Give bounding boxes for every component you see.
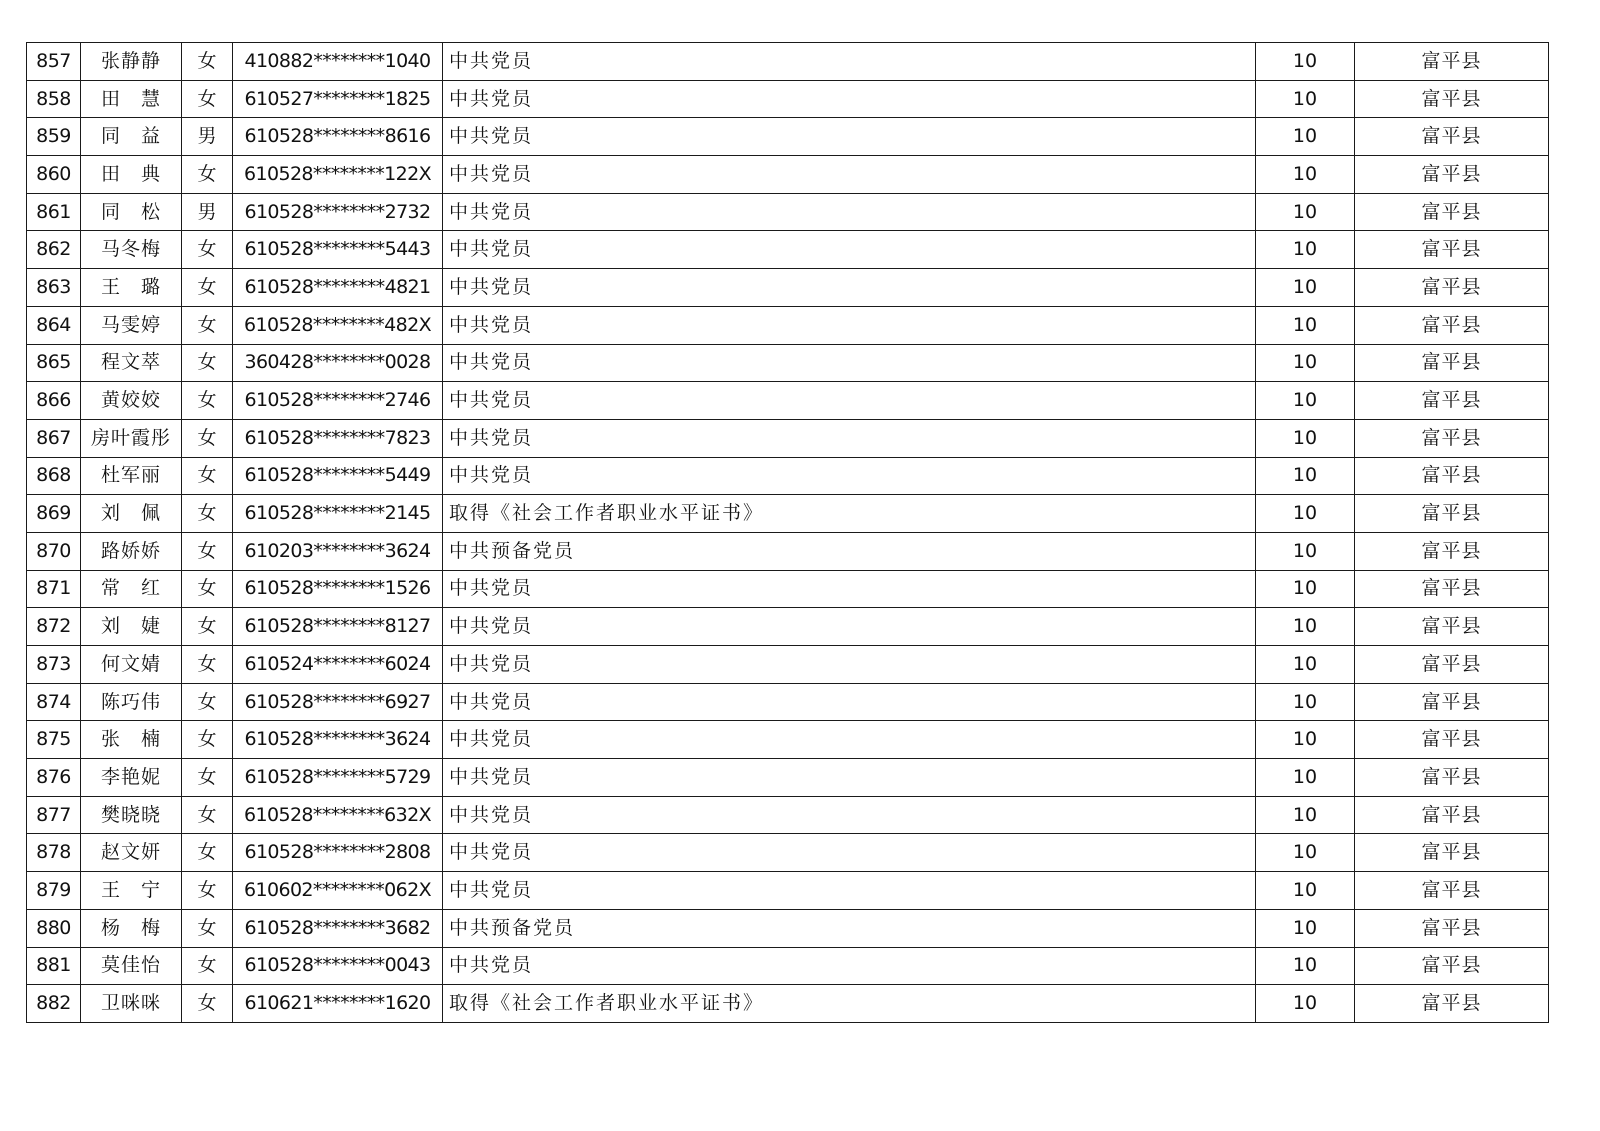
cell-qualification: 中共预备党员: [443, 909, 1256, 947]
cell-qualification: 中共党员: [443, 419, 1256, 457]
cell-id-number: 610528********3682: [233, 909, 443, 947]
cell-gender: 女: [182, 796, 233, 834]
cell-name: 陈巧伟: [81, 683, 182, 721]
cell-county: 富平县: [1355, 721, 1549, 759]
cell-gender: 女: [182, 608, 233, 646]
cell-gender: 女: [182, 683, 233, 721]
cell-qualification: 中共党员: [443, 306, 1256, 344]
cell-qualification: 中共党员: [443, 947, 1256, 985]
cell-gender: 女: [182, 382, 233, 420]
table-row: [27, 269, 1549, 307]
cell-score: 10: [1256, 306, 1355, 344]
cell-number: 858: [27, 80, 81, 118]
cell-county: 富平县: [1355, 570, 1549, 608]
cell-score: 10: [1256, 608, 1355, 646]
cell-qualification: 中共党员: [443, 834, 1256, 872]
cell-score: 10: [1256, 570, 1355, 608]
cell-qualification: 中共党员: [443, 570, 1256, 608]
cell-county: 富平县: [1355, 419, 1549, 457]
cell-qualification: 中共党员: [443, 156, 1256, 194]
cell-score: 10: [1256, 382, 1355, 420]
cell-name: 王 璐: [81, 269, 182, 307]
table-row: [27, 156, 1549, 194]
cell-score: 10: [1256, 231, 1355, 269]
cell-score: 10: [1256, 193, 1355, 231]
cell-county: 富平县: [1355, 43, 1549, 81]
cell-number: 861: [27, 193, 81, 231]
cell-county: 富平县: [1355, 495, 1549, 533]
cell-qualification: 中共党员: [443, 118, 1256, 156]
cell-gender: 女: [182, 834, 233, 872]
cell-name: 卫咪咪: [81, 985, 182, 1023]
table-row: [27, 457, 1549, 495]
cell-county: 富平县: [1355, 608, 1549, 646]
cell-id-number: 610528********0043: [233, 947, 443, 985]
cell-name: 常 红: [81, 570, 182, 608]
cell-county: 富平县: [1355, 872, 1549, 910]
cell-gender: 女: [182, 646, 233, 684]
cell-name: 张 楠: [81, 721, 182, 759]
cell-score: 10: [1256, 269, 1355, 307]
cell-id-number: 610528********2808: [233, 834, 443, 872]
cell-name: 同 松: [81, 193, 182, 231]
cell-qualification: 中共党员: [443, 382, 1256, 420]
cell-name: 黄姣姣: [81, 382, 182, 420]
cell-score: 10: [1256, 985, 1355, 1023]
cell-id-number: 610528********1526: [233, 570, 443, 608]
cell-score: 10: [1256, 646, 1355, 684]
cell-gender: 女: [182, 156, 233, 194]
cell-id-number: 610602********062X: [233, 872, 443, 910]
table-row: [27, 344, 1549, 382]
cell-gender: 女: [182, 43, 233, 81]
table-row: [27, 909, 1549, 947]
cell-id-number: 610528********8127: [233, 608, 443, 646]
cell-gender: 男: [182, 118, 233, 156]
cell-score: 10: [1256, 532, 1355, 570]
cell-number: 874: [27, 683, 81, 721]
cell-score: 10: [1256, 721, 1355, 759]
cell-number: 882: [27, 985, 81, 1023]
cell-number: 862: [27, 231, 81, 269]
cell-county: 富平县: [1355, 344, 1549, 382]
cell-id-number: 410882********1040: [233, 43, 443, 81]
cell-gender: 女: [182, 721, 233, 759]
cell-id-number: 610524********6024: [233, 646, 443, 684]
cell-id-number: 360428********0028: [233, 344, 443, 382]
table-row: [27, 721, 1549, 759]
cell-qualification: 中共党员: [443, 193, 1256, 231]
cell-number: 879: [27, 872, 81, 910]
cell-county: 富平县: [1355, 759, 1549, 797]
roster-table: [26, 42, 1549, 1023]
cell-county: 富平县: [1355, 532, 1549, 570]
cell-number: 878: [27, 834, 81, 872]
cell-qualification: 中共党员: [443, 269, 1256, 307]
cell-score: 10: [1256, 419, 1355, 457]
cell-name: 张静静: [81, 43, 182, 81]
cell-score: 10: [1256, 683, 1355, 721]
cell-number: 876: [27, 759, 81, 797]
cell-name: 房叶霞彤: [81, 419, 182, 457]
cell-number: 872: [27, 608, 81, 646]
cell-county: 富平县: [1355, 80, 1549, 118]
cell-gender: 女: [182, 269, 233, 307]
cell-name: 王 宁: [81, 872, 182, 910]
cell-gender: 女: [182, 532, 233, 570]
table-row: [27, 570, 1549, 608]
cell-name: 杨 梅: [81, 909, 182, 947]
cell-name: 莫佳怡: [81, 947, 182, 985]
cell-number: 869: [27, 495, 81, 533]
cell-gender: 女: [182, 985, 233, 1023]
cell-score: 10: [1256, 947, 1355, 985]
cell-id-number: 610528********5443: [233, 231, 443, 269]
cell-id-number: 610528********2145: [233, 495, 443, 533]
cell-name: 李艳妮: [81, 759, 182, 797]
cell-number: 864: [27, 306, 81, 344]
table-row: [27, 985, 1549, 1023]
cell-number: 875: [27, 721, 81, 759]
table-row: [27, 646, 1549, 684]
table-row: [27, 759, 1549, 797]
cell-name: 田 典: [81, 156, 182, 194]
cell-gender: 女: [182, 344, 233, 382]
cell-score: 10: [1256, 759, 1355, 797]
table-row: [27, 495, 1549, 533]
cell-county: 富平县: [1355, 306, 1549, 344]
cell-name: 赵文妍: [81, 834, 182, 872]
cell-qualification: 中共党员: [443, 683, 1256, 721]
cell-number: 877: [27, 796, 81, 834]
cell-number: 868: [27, 457, 81, 495]
cell-county: 富平县: [1355, 269, 1549, 307]
cell-county: 富平县: [1355, 834, 1549, 872]
cell-score: 10: [1256, 118, 1355, 156]
table-row: [27, 193, 1549, 231]
table-row: [27, 419, 1549, 457]
cell-score: 10: [1256, 872, 1355, 910]
cell-id-number: 610528********2732: [233, 193, 443, 231]
cell-id-number: 610528********7823: [233, 419, 443, 457]
cell-name: 马冬梅: [81, 231, 182, 269]
cell-number: 873: [27, 646, 81, 684]
cell-county: 富平县: [1355, 909, 1549, 947]
cell-score: 10: [1256, 156, 1355, 194]
cell-number: 866: [27, 382, 81, 420]
cell-id-number: 610528********2746: [233, 382, 443, 420]
cell-gender: 女: [182, 872, 233, 910]
cell-gender: 女: [182, 759, 233, 797]
cell-qualification: 取得《社会工作者职业水平证书》: [443, 985, 1256, 1023]
cell-county: 富平县: [1355, 231, 1549, 269]
cell-county: 富平县: [1355, 118, 1549, 156]
cell-qualification: 中共党员: [443, 721, 1256, 759]
cell-number: 859: [27, 118, 81, 156]
cell-id-number: 610528********3624: [233, 721, 443, 759]
cell-name: 刘 婕: [81, 608, 182, 646]
cell-gender: 男: [182, 193, 233, 231]
cell-county: 富平县: [1355, 683, 1549, 721]
table-row: [27, 382, 1549, 420]
table-row: [27, 532, 1549, 570]
cell-name: 程文萃: [81, 344, 182, 382]
cell-score: 10: [1256, 43, 1355, 81]
cell-name: 田 慧: [81, 80, 182, 118]
cell-county: 富平县: [1355, 796, 1549, 834]
cell-id-number: 610528********5449: [233, 457, 443, 495]
cell-qualification: 中共党员: [443, 759, 1256, 797]
cell-qualification: 中共党员: [443, 231, 1256, 269]
cell-number: 867: [27, 419, 81, 457]
cell-gender: 女: [182, 570, 233, 608]
table-row: [27, 608, 1549, 646]
cell-id-number: 610528********4821: [233, 269, 443, 307]
cell-gender: 女: [182, 457, 233, 495]
cell-qualification: 中共党员: [443, 457, 1256, 495]
cell-id-number: 610528********8616: [233, 118, 443, 156]
cell-gender: 女: [182, 909, 233, 947]
cell-id-number: 610528********5729: [233, 759, 443, 797]
cell-qualification: 取得《社会工作者职业水平证书》: [443, 495, 1256, 533]
cell-number: 880: [27, 909, 81, 947]
cell-score: 10: [1256, 796, 1355, 834]
cell-name: 何文婧: [81, 646, 182, 684]
cell-gender: 女: [182, 306, 233, 344]
table-row: [27, 947, 1549, 985]
table-row: [27, 834, 1549, 872]
cell-name: 杜军丽: [81, 457, 182, 495]
cell-county: 富平县: [1355, 646, 1549, 684]
cell-number: 870: [27, 532, 81, 570]
cell-id-number: 610528********122X: [233, 156, 443, 194]
cell-number: 865: [27, 344, 81, 382]
cell-county: 富平县: [1355, 382, 1549, 420]
cell-number: 881: [27, 947, 81, 985]
cell-qualification: 中共党员: [443, 796, 1256, 834]
cell-number: 860: [27, 156, 81, 194]
cell-number: 863: [27, 269, 81, 307]
table-row: [27, 231, 1549, 269]
cell-county: 富平县: [1355, 156, 1549, 194]
cell-score: 10: [1256, 80, 1355, 118]
cell-gender: 女: [182, 231, 233, 269]
cell-county: 富平县: [1355, 985, 1549, 1023]
cell-qualification: 中共党员: [443, 43, 1256, 81]
table-row: [27, 43, 1549, 81]
cell-score: 10: [1256, 495, 1355, 533]
cell-number: 871: [27, 570, 81, 608]
cell-gender: 女: [182, 495, 233, 533]
cell-qualification: 中共党员: [443, 80, 1256, 118]
cell-id-number: 610527********1825: [233, 80, 443, 118]
table-row: [27, 796, 1549, 834]
cell-name: 马雯婷: [81, 306, 182, 344]
cell-gender: 女: [182, 419, 233, 457]
cell-county: 富平县: [1355, 947, 1549, 985]
cell-county: 富平县: [1355, 457, 1549, 495]
cell-qualification: 中共党员: [443, 608, 1256, 646]
cell-name: 同 益: [81, 118, 182, 156]
cell-name: 刘 佩: [81, 495, 182, 533]
cell-score: 10: [1256, 834, 1355, 872]
cell-qualification: 中共预备党员: [443, 532, 1256, 570]
cell-score: 10: [1256, 909, 1355, 947]
cell-id-number: 610528********632X: [233, 796, 443, 834]
cell-id-number: 610528********482X: [233, 306, 443, 344]
roster-table-body: [27, 43, 1549, 1023]
cell-id-number: 610528********6927: [233, 683, 443, 721]
cell-gender: 女: [182, 80, 233, 118]
cell-county: 富平县: [1355, 193, 1549, 231]
cell-name: 路娇娇: [81, 532, 182, 570]
table-row: [27, 118, 1549, 156]
cell-id-number: 610621********1620: [233, 985, 443, 1023]
cell-qualification: 中共党员: [443, 872, 1256, 910]
cell-score: 10: [1256, 457, 1355, 495]
cell-number: 857: [27, 43, 81, 81]
table-row: [27, 306, 1549, 344]
cell-gender: 女: [182, 947, 233, 985]
cell-name: 樊晓晓: [81, 796, 182, 834]
table-row: [27, 683, 1549, 721]
table-row: [27, 872, 1549, 910]
table-row: [27, 80, 1549, 118]
cell-score: 10: [1256, 344, 1355, 382]
cell-qualification: 中共党员: [443, 344, 1256, 382]
cell-id-number: 610203********3624: [233, 532, 443, 570]
cell-qualification: 中共党员: [443, 646, 1256, 684]
